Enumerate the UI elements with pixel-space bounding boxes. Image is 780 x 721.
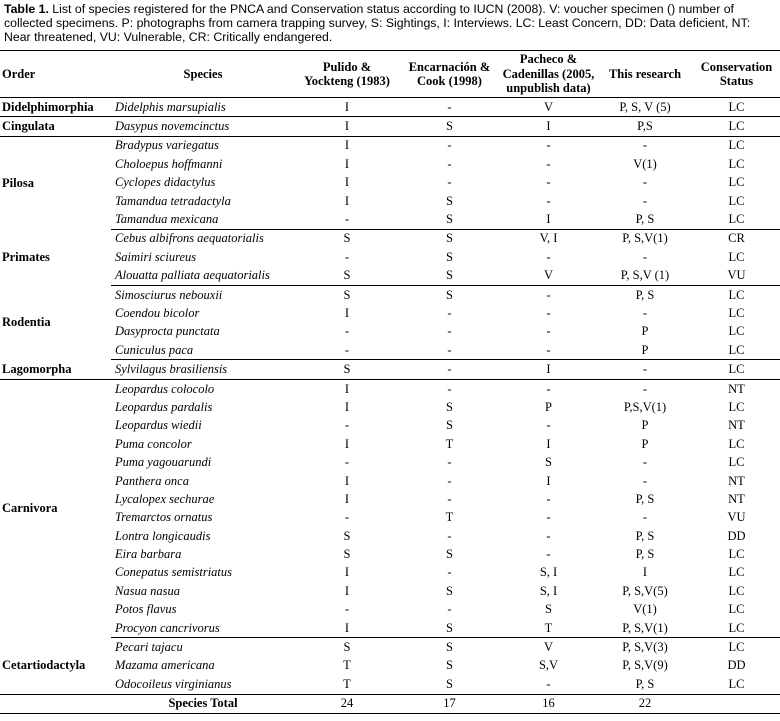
research-value: - <box>642 473 648 488</box>
pulido-value: - <box>344 418 350 433</box>
research-value: - <box>642 455 648 470</box>
pacheco-value: S <box>545 455 552 470</box>
order-name: Carnivora <box>2 501 58 516</box>
encarnacion-value: S <box>399 619 500 638</box>
pacheco-value: - <box>546 287 551 302</box>
table-row <box>0 136 780 155</box>
conservation-status: LC <box>693 98 780 117</box>
species-name: Cyclopes didactylus <box>115 175 216 190</box>
order-name: Rodentia <box>2 315 51 330</box>
research-value: P <box>597 341 693 360</box>
research-value: P <box>641 324 649 339</box>
total-encarnacion: 17 <box>399 694 500 713</box>
table-row <box>0 657 780 675</box>
pacheco-value: V <box>500 267 597 286</box>
pulido-value: S <box>295 267 399 286</box>
table-row <box>0 379 780 398</box>
species-name: Didelphis marsupialis <box>111 98 295 117</box>
table-row <box>0 509 780 527</box>
pacheco-value: I <box>500 117 597 136</box>
pulido-value: I <box>344 491 350 506</box>
pulido-value: - <box>344 510 350 525</box>
table-body <box>0 98 780 695</box>
conservation-status: DD <box>727 658 746 673</box>
conservation-status: LC <box>728 565 745 580</box>
header-pacheco: Pacheco & Cadenillas (2005, unpublish data) <box>500 51 597 98</box>
research-value: V(1) <box>633 602 657 617</box>
pacheco-value: - <box>546 175 551 190</box>
pacheco-value: I <box>546 436 551 451</box>
header-species: Species <box>111 51 295 98</box>
pacheco-value: V, I <box>539 231 558 246</box>
species-name: Sylvilagus brasiliensis <box>111 360 295 379</box>
conservation-status: LC <box>693 210 780 229</box>
conservation-status: LC <box>728 602 745 617</box>
encarnacion-value: S <box>446 231 453 246</box>
order-name: Cingulata <box>0 117 111 136</box>
species-name: Cuniculus paca <box>111 341 295 360</box>
pacheco-value: - <box>546 491 551 506</box>
table-row <box>0 472 780 490</box>
species-name: Cebus albifrons aequatorialis <box>115 231 264 246</box>
table-row <box>0 638 780 657</box>
pacheco-value: V <box>500 98 597 117</box>
pulido-value: - <box>295 341 399 360</box>
header-order: Order <box>0 51 111 98</box>
species-name: Coendou bicolor <box>115 305 200 320</box>
pulido-value: - <box>295 210 399 229</box>
encarnacion-value: - <box>447 455 452 470</box>
species-name: Tremarctos ornatus <box>115 510 213 525</box>
research-value: P, S,V(9) <box>622 658 668 673</box>
encarnacion-value: S <box>446 658 453 673</box>
conservation-status: LC <box>728 156 745 171</box>
pulido-value: I <box>344 381 350 396</box>
pacheco-value: I <box>500 210 597 229</box>
conservation-status: LC <box>693 360 780 379</box>
conservation-status: LC <box>693 675 780 694</box>
research-value: I <box>642 565 648 580</box>
pulido-value: I <box>344 565 350 580</box>
table-row <box>0 527 780 545</box>
table-row <box>0 398 780 416</box>
conservation-status: LC <box>728 324 745 339</box>
table-row <box>0 304 780 322</box>
pacheco-value: P <box>545 399 552 414</box>
header-pulido: Pulido & Yockteng (1983) <box>295 51 399 98</box>
table-row <box>0 619 780 638</box>
encarnacion-value: - <box>447 473 452 488</box>
encarnacion-value: S <box>399 267 500 286</box>
pacheco-value: - <box>546 547 551 562</box>
encarnacion-value: - <box>447 175 452 190</box>
table-row <box>0 417 780 435</box>
encarnacion-value: S <box>446 640 453 655</box>
research-value: - <box>642 381 648 396</box>
pacheco-value: S, I <box>539 583 558 598</box>
encarnacion-value: - <box>447 156 452 171</box>
table-row <box>0 248 780 266</box>
header-encarnacion: Encarnación & Cook (1998) <box>399 51 500 98</box>
pacheco-value: T <box>500 619 597 638</box>
conservation-status: LC <box>728 249 745 264</box>
species-name: Tamandua mexicana <box>111 210 295 229</box>
header-research: This research <box>597 51 693 98</box>
research-value: P <box>641 418 649 433</box>
table-row <box>0 210 780 229</box>
encarnacion-value: - <box>447 602 452 617</box>
table-row <box>0 98 780 117</box>
conservation-status: VU <box>693 267 780 286</box>
pulido-value: S <box>343 547 351 562</box>
order-name: Didelphimorphia <box>0 98 111 117</box>
table-row <box>0 545 780 563</box>
header-conservation: Conservation Status <box>693 51 780 98</box>
research-value: P, S <box>635 491 655 506</box>
total-empty-cell <box>0 694 111 713</box>
encarnacion-value: - <box>447 491 452 506</box>
conservation-status: LC <box>728 547 745 562</box>
encarnacion-value: - <box>447 305 452 320</box>
pacheco-value: - <box>500 341 597 360</box>
conservation-status: LC <box>728 138 745 153</box>
conservation-status: LC <box>693 341 780 360</box>
total-research: 22 <box>597 694 693 713</box>
research-value: P, S <box>635 528 655 543</box>
research-value: P,S,V(1) <box>623 399 667 414</box>
encarnacion-value: S <box>446 418 453 433</box>
species-name: Lontra longicaudis <box>115 528 211 543</box>
research-value: P, S,V (1) <box>597 267 693 286</box>
caption-label: Table 1. <box>4 2 49 16</box>
research-value: - <box>642 305 648 320</box>
pacheco-value: S <box>545 602 552 617</box>
pulido-value: S <box>343 231 351 246</box>
research-value: P <box>641 436 649 451</box>
species-name: Tamandua tetradactyla <box>115 193 231 208</box>
species-name: Dasypus novemcinctus <box>111 117 295 136</box>
species-name: Odocoileus virginianus <box>111 675 295 694</box>
species-name: Potos flavus <box>115 602 177 617</box>
encarnacion-value: S <box>446 287 453 302</box>
table-row <box>0 174 780 192</box>
order-name: Primates <box>2 249 50 264</box>
pulido-value: I <box>344 175 350 190</box>
species-name: Pecari tajacu <box>115 640 183 655</box>
pulido-value: S <box>295 360 399 379</box>
table-row <box>0 490 780 508</box>
table-row <box>0 341 780 360</box>
species-name: Lycalopex sechurae <box>115 491 215 506</box>
pulido-value: I <box>344 193 350 208</box>
table-row <box>0 267 780 286</box>
pulido-value: T <box>295 675 399 694</box>
table-row <box>0 435 780 453</box>
research-value: P, S,V(1) <box>597 619 693 638</box>
encarnacion-value: S <box>399 117 500 136</box>
species-name: Nasua nasua <box>115 583 180 598</box>
table-row <box>0 323 780 341</box>
research-value: P,S <box>597 117 693 136</box>
species-name: Simosciurus nebouxii <box>115 287 223 302</box>
table-row <box>0 229 780 248</box>
species-name: Mazama americana <box>115 658 215 673</box>
encarnacion-value: - <box>399 360 500 379</box>
encarnacion-value: S <box>446 193 453 208</box>
conservation-status: LC <box>728 436 745 451</box>
encarnacion-value: S <box>399 675 500 694</box>
pulido-value: S <box>343 528 351 543</box>
table-row <box>0 360 780 379</box>
total-pacheco: 16 <box>500 694 597 713</box>
pulido-value: I <box>344 156 350 171</box>
caption-text: List of species registered for the PNCA and Conservation status according to IUCN (2008). V: voucher specimen () number of collected specimens. P: photographs from camera trapping survey, S: Sightings, I: Interviews. LC: Least Concern, DD: Data deficient, NT: Near threatened, VU: Vulnerable, CR: Critically endangered. <box>4 2 751 45</box>
conservation-status: LC <box>728 193 745 208</box>
research-value: P, S <box>635 287 655 302</box>
conservation-status: NT <box>728 491 745 506</box>
conservation-status: VU <box>727 510 746 525</box>
species-name: Eira barbara <box>115 547 182 562</box>
order-name: Lagomorpha <box>0 360 111 379</box>
pulido-value: I <box>344 473 350 488</box>
table-caption <box>4 2 776 45</box>
pulido-value: I <box>344 436 350 451</box>
table-row <box>0 564 780 582</box>
pacheco-value: S, I <box>539 565 558 580</box>
pacheco-value: - <box>546 528 551 543</box>
pulido-value: I <box>344 138 350 153</box>
pulido-value: - <box>344 455 350 470</box>
pacheco-value: S,V <box>538 658 559 673</box>
pulido-value: I <box>295 117 399 136</box>
encarnacion-value: S <box>446 249 453 264</box>
conservation-status: LC <box>728 287 745 302</box>
conservation-status: CR <box>728 231 745 246</box>
encarnacion-value: S <box>446 399 453 414</box>
pulido-value: S <box>343 287 351 302</box>
conservation-status: NT <box>728 473 745 488</box>
encarnacion-value: - <box>399 98 500 117</box>
species-name: Choloepus hoffmanni <box>115 156 223 171</box>
table-row <box>0 192 780 210</box>
total-conservation <box>693 694 780 713</box>
order-name: Pilosa <box>2 175 34 190</box>
species-name: Puma yagouarundi <box>115 455 212 470</box>
research-value: P, S,V(3) <box>622 640 668 655</box>
research-value: P, S <box>597 210 693 229</box>
conservation-status: LC <box>728 640 745 655</box>
encarnacion-value: - <box>447 138 452 153</box>
research-value: - <box>597 360 693 379</box>
species-name: Conepatus semistriatus <box>115 565 233 580</box>
research-value: P, S,V(1) <box>622 231 668 246</box>
species-name: Saimiri sciureus <box>115 249 197 264</box>
conservation-status: DD <box>727 528 746 543</box>
research-value: P, S <box>635 547 655 562</box>
table-row <box>0 155 780 173</box>
encarnacion-value: - <box>447 565 452 580</box>
conservation-status: LC <box>693 117 780 136</box>
research-value: P, S <box>597 675 693 694</box>
research-value: - <box>642 138 648 153</box>
pacheco-value: I <box>500 360 597 379</box>
pacheco-value: - <box>500 675 597 694</box>
species-name: Procyon cancrivorus <box>111 619 295 638</box>
conservation-status: NT <box>728 418 745 433</box>
encarnacion-value: S <box>446 547 453 562</box>
pulido-value: I <box>344 399 350 414</box>
research-value: P, S,V(5) <box>622 583 668 598</box>
encarnacion-value: T <box>445 510 454 525</box>
pulido-value: I <box>295 98 399 117</box>
research-value: - <box>642 193 648 208</box>
research-value: - <box>642 510 648 525</box>
encarnacion-value: - <box>399 341 500 360</box>
species-name: Puma concolor <box>115 436 192 451</box>
pulido-value: I <box>344 305 350 320</box>
pacheco-value: - <box>546 510 551 525</box>
research-value: - <box>642 249 648 264</box>
conservation-status: LC <box>728 305 745 320</box>
species-table <box>0 50 780 714</box>
pacheco-value: - <box>546 324 551 339</box>
conservation-status: LC <box>728 583 745 598</box>
conservation-status: LC <box>728 455 745 470</box>
pacheco-value: - <box>546 249 551 264</box>
pulido-value: I <box>295 619 399 638</box>
conservation-status: LC <box>728 399 745 414</box>
encarnacion-value: T <box>445 436 454 451</box>
table-row <box>0 285 780 304</box>
research-value: - <box>642 175 648 190</box>
species-name: Bradypus variegatus <box>115 138 219 153</box>
pacheco-value: - <box>546 381 551 396</box>
pacheco-value: I <box>546 473 551 488</box>
encarnacion-value: - <box>447 324 452 339</box>
conservation-status: LC <box>728 175 745 190</box>
order-name: Cetartiodactyla <box>2 658 86 673</box>
research-value: V(1) <box>633 156 657 171</box>
species-name: Panthera onca <box>115 473 189 488</box>
total-pulido: 24 <box>295 694 399 713</box>
pulido-value: - <box>344 324 350 339</box>
pulido-value: T <box>343 658 351 673</box>
table-row <box>0 675 780 694</box>
conservation-status: LC <box>693 619 780 638</box>
header-row <box>0 51 780 98</box>
table-row <box>0 601 780 619</box>
pacheco-value: - <box>546 305 551 320</box>
pacheco-value: - <box>546 156 551 171</box>
pulido-value: - <box>344 249 350 264</box>
table-row <box>0 117 780 136</box>
species-name: Leopardus wiedii <box>115 418 202 433</box>
pacheco-value: - <box>546 138 551 153</box>
table-row <box>0 582 780 600</box>
pacheco-value: V <box>543 640 554 655</box>
species-name: Leopardus colocolo <box>115 381 215 396</box>
encarnacion-value: - <box>447 381 452 396</box>
species-name: Dasyprocta punctata <box>115 324 220 339</box>
encarnacion-value: - <box>447 528 452 543</box>
total-label: Species Total <box>111 694 295 713</box>
conservation-status: NT <box>728 381 745 396</box>
pacheco-value: - <box>546 193 551 208</box>
total-row <box>0 694 780 713</box>
pulido-value: - <box>344 602 350 617</box>
species-name: Alouatta palliata aequatorialis <box>111 267 295 286</box>
encarnacion-value: S <box>399 210 500 229</box>
pulido-value: I <box>344 583 350 598</box>
table-row <box>0 453 780 471</box>
pulido-value: S <box>343 640 351 655</box>
research-value: P, S, V (5) <box>597 98 693 117</box>
pacheco-value: - <box>546 418 551 433</box>
species-name: Leopardus pardalis <box>115 399 213 414</box>
encarnacion-value: S <box>446 583 453 598</box>
